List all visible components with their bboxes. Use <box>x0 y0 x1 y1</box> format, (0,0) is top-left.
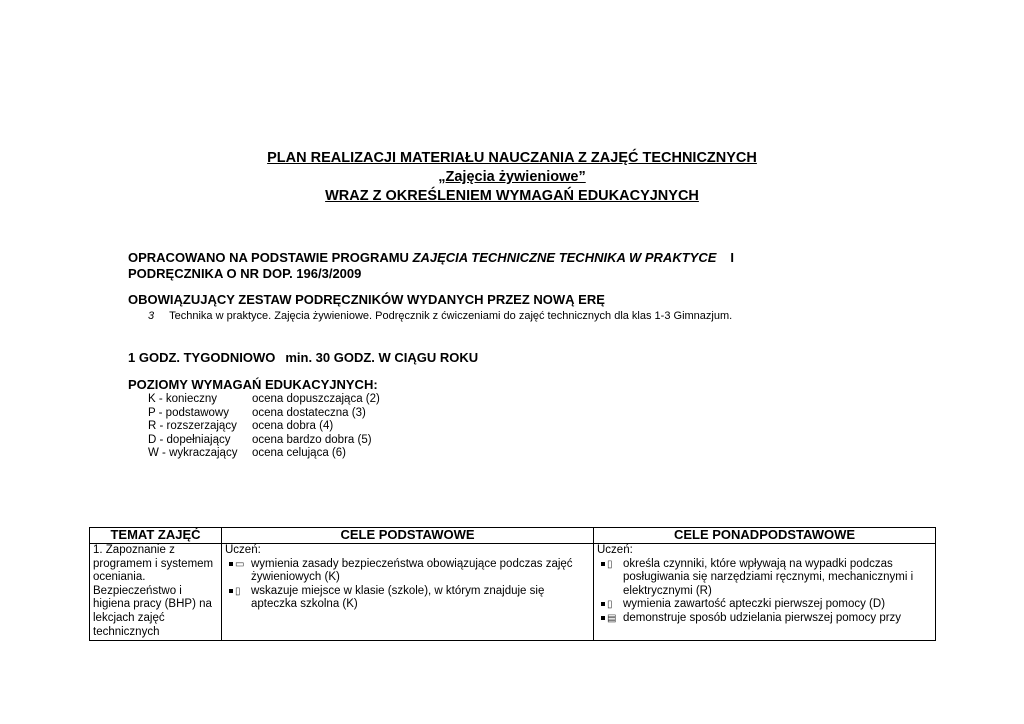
program-name: ZAJĘCIA TECHNICZNE TECHNIKA W PRAKTYCE <box>412 250 717 265</box>
document-title-line-1: PLAN REALIZACJI MATERIAŁU NAUCZANIA Z ZAJĘĆ TECHNICZNYCH <box>267 150 757 166</box>
hours-yearly: min. 30 GODZ. W CIĄGU ROKU <box>285 350 479 365</box>
textbook-item <box>148 310 732 322</box>
basic-goals-cell <box>222 544 594 641</box>
level-row: K - konieczny ocena dopuszczająca (2) <box>148 393 380 405</box>
level-row: D - dopełniający ocena bardzo dobra (5) <box>148 433 372 446</box>
advanced-intro: Uczeń: <box>597 544 633 556</box>
list-item: ▭ wymienia zasady bezpieczeństwa obowiązujące podczas zajęć żywieniowych (K) <box>225 558 590 585</box>
list-item: ▯ określa czynniki, które wpływają na wypadki podczas posługiwania się narzędziami ręcznymi, mechanicznymi i elektrycznymi (R) <box>597 558 932 599</box>
level-row: R - rozszerzający ocena dobra (4) <box>148 420 334 433</box>
table-header-row <box>90 528 936 544</box>
program-prefix: OPRACOWANO NA PODSTAWIE PROGRAMU <box>128 250 413 265</box>
hours-weekly: 1 GODZ. TYGODNIOWO <box>128 350 276 365</box>
header-basic-goals: CELE PODSTAWOWE <box>222 528 594 544</box>
program-suffix: I <box>730 250 735 265</box>
bullet-icon: ▯ <box>597 598 623 612</box>
advanced-goals-cell <box>594 544 936 641</box>
program-line <box>128 250 808 265</box>
hours-line <box>128 350 478 365</box>
bullet-icon: ▤ <box>597 612 623 626</box>
basic-intro: Uczeń: <box>225 544 261 556</box>
textbook-text: Technika w praktyce. Zajęcia żywieniowe. Podręcznik z ćwiczeniami do zajęć technicznych dla klas 1-3 Gimnazjum. <box>169 310 733 322</box>
topic-cell: 1. Zapoznanie z programem i systemem oceniania. Bezpieczeństwo i higiena pracy (BHP) na lekcjach zajęć technicznych <box>90 544 222 641</box>
list-item: ▤ demonstruje sposób udzielania pierwszej pomocy przy <box>597 612 932 626</box>
list-item: ▯ wymienia zawartość apteczki pierwszej pomocy (D) <box>597 598 932 612</box>
table-row <box>90 544 936 641</box>
level-row: P - podstawowy ocena dostateczna (3) <box>148 406 366 419</box>
level-row: W - wykraczający ocena celująca (6) <box>148 447 346 460</box>
program-line-2: PODRĘCZNIKA O NR DOP. 196/3/2009 <box>128 266 362 281</box>
list-item: ▯ wskazuje miejsce w klasie (szkole), w którym znajduje się apteczka szkolna (K) <box>225 585 590 612</box>
curriculum-table <box>89 527 936 641</box>
bullet-icon: ▯ <box>597 558 623 572</box>
bullet-icon: ▯ <box>225 585 251 599</box>
document-title-line-3: WRAZ Z OKREŚLENIEM WYMAGAŃ EDUKACYJNYCH <box>325 188 699 204</box>
levels-heading: POZIOMY WYMAGAŃ EDUKACYJNYCH: <box>128 377 378 392</box>
textbooks-heading: OBOWIĄZUJĄCY ZESTAW PODRĘCZNIKÓW WYDANYCH PRZEZ NOWĄ ERĘ <box>128 292 605 307</box>
levels-list <box>148 393 380 461</box>
header-topic: TEMAT ZAJĘĆ <box>90 528 222 544</box>
header-advanced-goals: CELE PONADPODSTAWOWE <box>594 528 936 544</box>
textbook-number: 3 <box>148 310 155 322</box>
bullet-icon: ▭ <box>225 558 251 572</box>
document-title-line-2: „Zajęcia żywieniowe” <box>438 169 586 185</box>
